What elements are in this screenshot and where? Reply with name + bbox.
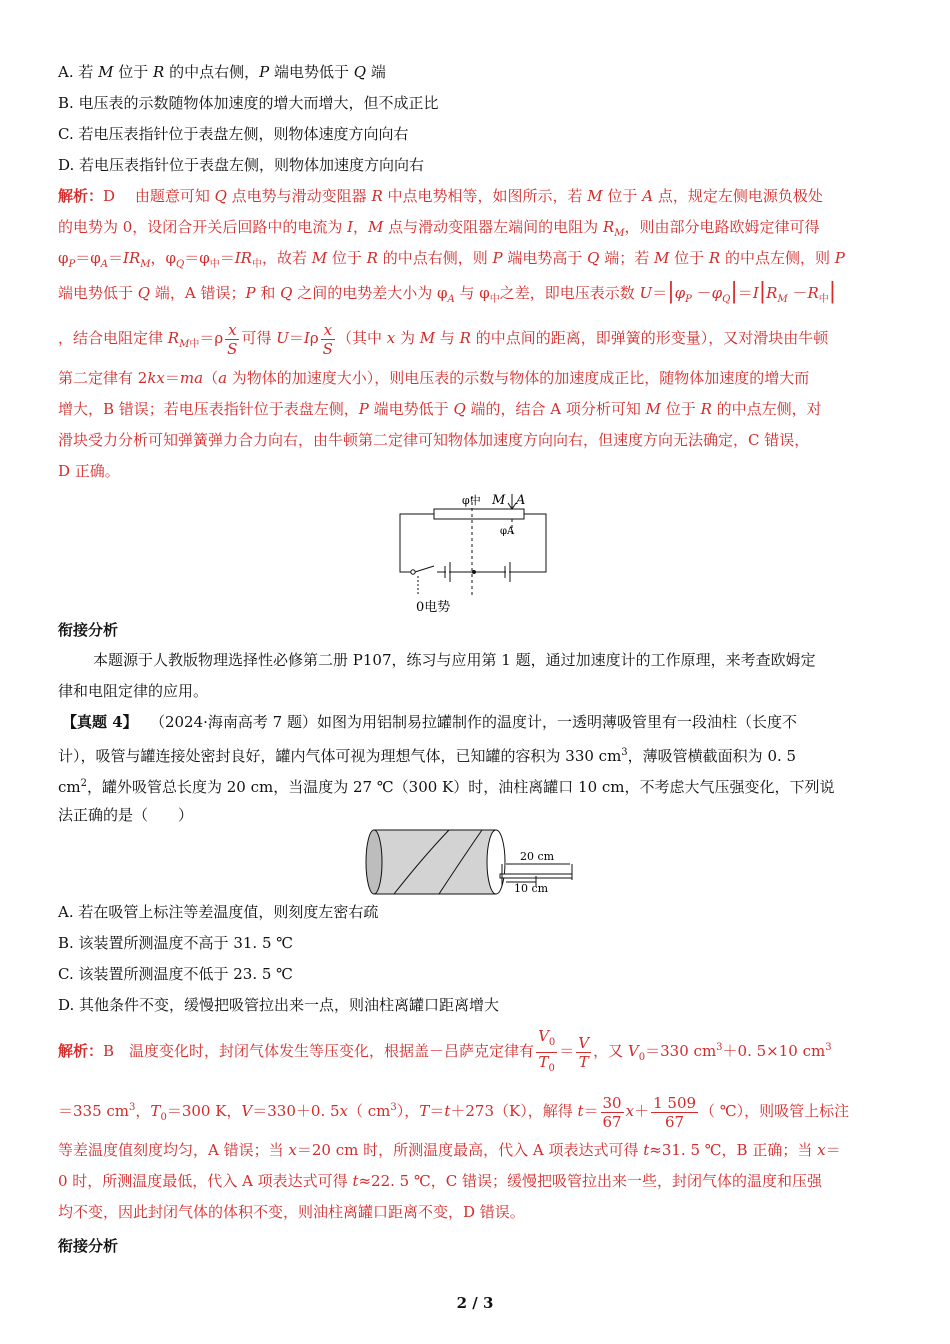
q4-analysis-line-5: 均不变，因此封闭气体的体积不变，则油柱离罐口距离不变，D 错误。 (58, 1203, 525, 1221)
section1-text-line-1: 本题源于人教版物理选择性必修第二册 P107，练习与应用第 1 题，通过加速度计的工作原理，来考查欧姆定 (93, 651, 816, 669)
q4-analysis-line-4: 0 时，所测温度最低，代入 A 项表达式可得 t≈22. 5 ℃，C 错误；缓慢把吸管拉出来一些，封闭气体的温度和压强 (58, 1172, 823, 1190)
a-label: A (516, 493, 526, 508)
phi-a-label: φA (500, 526, 515, 537)
q3-analysis-line-5: ，结合电阻定律 $R_{M中}=\rho$ $\frac{x}{S}$ 可得 U＝Iρ $\frac{x}{S}$ （其中 x 为 M 与 R 的中点间的距离，即弹簧的形变量），又对滑块由牛顿 (58, 320, 829, 358)
ground-node (472, 570, 476, 574)
q4-stem-line-3: $cm^2$，罐外吸管总长度为 20 cm，当温度为 27 ℃（300 K）时，油柱离罐口 10 cm，不考虑大气压强变化，下列说 (58, 778, 835, 796)
q4-analysis-line-3: 等差温度值刻度均匀，A 错误；当 x＝20 cm 时，所测温度最高，代入 A 项表达式可得 t≈31. 5 ℃，B 正确；当 x＝ (58, 1141, 841, 1159)
circuit-diagram (390, 486, 560, 616)
page-number: 2 / 3 (456, 1294, 494, 1312)
q3-analysis-line-8: 滑块受力分析可知弹簧弹力合力向右，由牛顿第二定律可知物体加速度方向向右，但速度方向无法确定，C 错误， (58, 431, 810, 449)
q3-analysis-line-4: 端电势低于 Q 端，A 错误；P 和 Q 之间的电势差大小为 $\varphi_A$ 与 $\varphi_中$之差，即电压表示数 $U=|\varphi_P -\varphi_Q|=I|R_M -R_中|$ (58, 279, 837, 305)
q4-tag: 【真题 4】 (62, 713, 131, 731)
q3-option-d: D. 若电压表指针位于表盘左侧，则物体加速度方向向右 (58, 156, 425, 174)
q4-stem-line-1: 【真题 4】 （2024·海南高考 7 题）如图为用铝制易拉罐制作的温度计，一透明薄吸管里有一段油柱（长度不 (62, 713, 797, 731)
q4-answer: B (103, 1042, 115, 1060)
label-20cm: 20 cm (520, 850, 555, 863)
q4-stem-line-2: 计），吸管与罐连接处密封良好，罐内气体可视为理想气体，已知罐的容积为 330 $cm^3$，薄吸管横截面积为 0. 5 (58, 747, 797, 765)
q4-option-d: D. 其他条件不变，缓慢把吸管拉出来一点，则油柱离罐口距离增大 (58, 996, 500, 1014)
q4-option-a: A. 若在吸管上标注等差温度值，则刻度左密右疏 (58, 903, 379, 921)
q3-analysis-line-6: 第二定律有 2kx＝ma（a 为物体的加速度大小），则电压表的示数与物体的加速度成正比，随物体加速度的增大而 (58, 369, 810, 387)
q3-analysis-line-3: $\varphi_P=\varphi_A=IR_M$，$\varphi_Q=\varphi_中=IR_中$，故若 M 位于 R 的中点右侧，则 P 端电势高于 Q 端；若 M 位于 R 的中点左侧，则 P (58, 249, 845, 270)
section-heading-1: 衔接分析 (58, 621, 119, 639)
q4-option-b: B. 该装置所测温度不高于 31. 5 ℃ (58, 934, 294, 952)
q3-analysis-line-7: 增大，B 错误；若电压表指针位于表盘左侧，P 端电势低于 Q 端的，结合 A 项分析可知 M 位于 R 的中点左侧，对 (58, 400, 822, 418)
zero-potential-label: 0电势 (416, 600, 451, 615)
q4-analysis-label: 解析： (58, 1042, 104, 1060)
can-left-end (366, 830, 382, 894)
switch-terminal (411, 570, 415, 574)
q3-option-c: C. 若电压表指针位于表盘左侧，则物体速度方向向右 (58, 125, 409, 143)
q4-analysis-line-2: ＝335 $cm^3$，$T_0=300$ K，V＝330＋0. 5x（ $cm^3$），T＝t＋273（K），解得 t＝ $\frac{30}{67}$ x＋ $\frac{1 509}{67}$ （ ℃），则吸管上标注 (58, 1093, 850, 1131)
label-10cm: 10 cm (514, 882, 549, 895)
rheostat-resistor (434, 509, 524, 519)
circuit-loop (400, 514, 546, 572)
phi-mid-label: φ中 (462, 494, 481, 507)
q3-analysis-line-9: D 正确。 (58, 462, 120, 480)
can-thermometer-diagram (364, 826, 594, 898)
q3-option-b: B. 电压表的示数随物体加速度的增大而增大，但不成正比 (58, 94, 439, 112)
q4-option-c: C. 该装置所测温度不低于 23. 5 ℃ (58, 965, 293, 983)
can-body (374, 830, 496, 894)
q4-stem-line-4: 法正确的是（ ） (58, 806, 194, 824)
q3-answer: D (103, 187, 116, 205)
section-heading-2: 衔接分析 (58, 1237, 119, 1255)
q3-analysis-line-1: 解析：D 由题意可知 Q 点电势与滑动变阻器 R 中点电势相等，如图所示，若 M 位于 A 点，规定左侧电源负极处 (58, 187, 823, 205)
section1-text-line-2: 律和电阻定律的应用。 (58, 682, 209, 700)
q4-analysis-line-1: 解析：B 温度变化时，封闭气体发生等压变化，根据盖－吕萨克定律有 $\frac{V_0}{T_0}$ ＝ $\frac{V}{T}$ ，又 $V_0=330$ $cm^3+0$. 5×10 $cm^3$ (58, 1026, 832, 1074)
q3-analysis-label: 解析： (58, 187, 104, 205)
m-label: M (492, 493, 506, 508)
q3-option-a: A. 若 M 位于 R 的中点右侧，P 端电势低于 Q 端 (58, 63, 386, 81)
q3-analysis-line-2: 的电势为 0，设闭合开关后回路中的电流为 I，M 点与滑动变阻器左端间的电阻为 $R_M$，则由部分电路欧姆定律可得 (58, 218, 820, 239)
